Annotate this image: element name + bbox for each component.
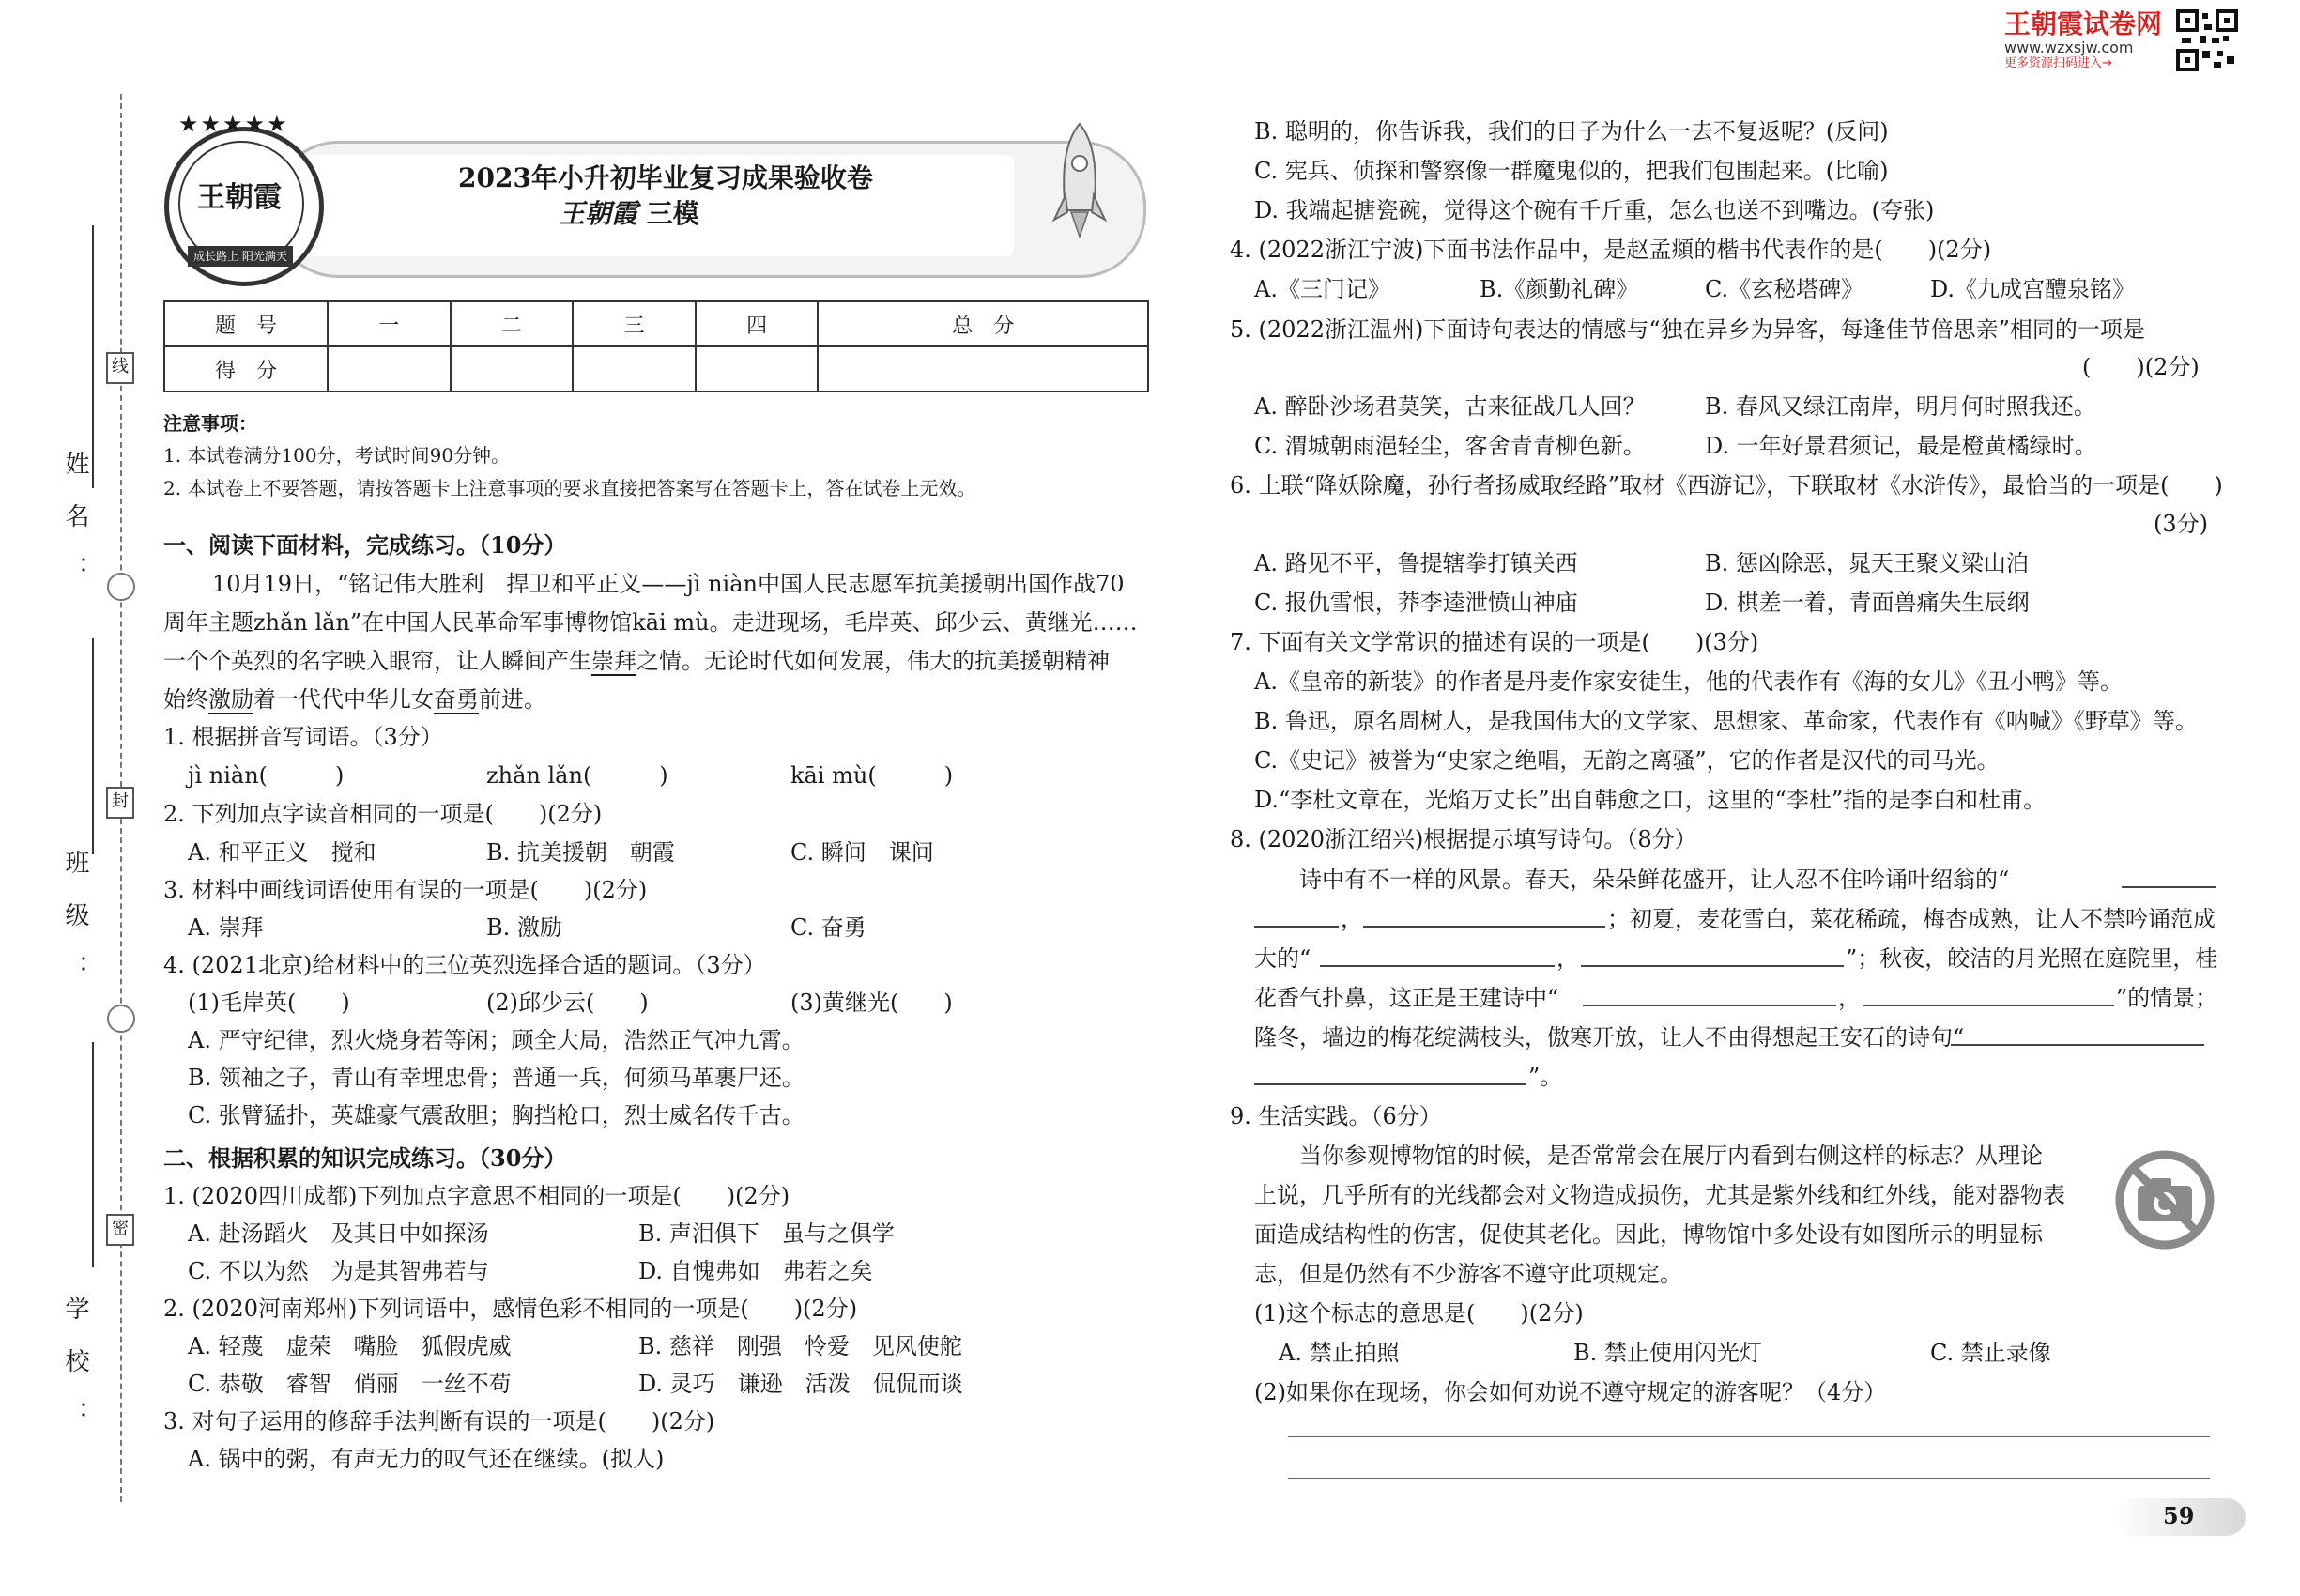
- option: D.《九成宫醴泉铭》: [1930, 276, 2136, 302]
- option: C.《史记》被誉为“史家之绝唱，无韵之离骚”，它的作者是汉代的司马光。: [1254, 747, 2000, 774]
- option: C.《玄秘塔碑》: [1705, 276, 1864, 302]
- score-cell: 得 分: [164, 346, 328, 391]
- passage-line: 10月19日，“铭记伟大胜利 捍卫和平正义——jì niàn中国人民志愿军抗美援朝出国作战70: [212, 571, 1125, 597]
- option: B. 抗美援朝 朝霞: [486, 839, 675, 866]
- option: C. 张臂猛扑，英雄豪气震敌胆；胸挡枪口，烈士威名传千古。: [188, 1102, 805, 1128]
- question-2-9: 9. 生活实践。（6分）: [1230, 1103, 1442, 1129]
- option: B. 慈祥 刚强 怜爱 见风使舵: [638, 1333, 962, 1359]
- score-cell: [818, 346, 1148, 391]
- option: D. 灵巧 谦逊 活泼 侃侃而谈: [638, 1371, 963, 1397]
- option: C. 不以为然 为是其智弗若与: [188, 1258, 489, 1284]
- option: C. 瞬间 课间: [790, 839, 934, 866]
- poem-fill-text: ；初夏，麦花雪白，菜花稀疏，梅杏成熟，让人不禁吟诵范成: [1607, 906, 2216, 932]
- poem-fill-text: 隆冬，墙边的梅花绽满枝头，傲寒开放，让人不由得想起王安石的诗句“: [1254, 1024, 1965, 1051]
- score-table-score-row: [164, 346, 1148, 391]
- question-2-4: 4. (2022浙江宁波)下面书法作品中，是赵孟頫的楷书代表作的是( )(2分): [1230, 237, 1992, 263]
- option: B.《颜勤礼碑》: [1480, 276, 1639, 302]
- option: B. 鲁迅，原名周树人，是我国伟大的文学家、思想家、革命家，代表作有《呐喊》《野草》等。: [1254, 708, 2198, 734]
- answer-blank[interactable]: [1583, 1005, 1836, 1006]
- question-2-3: 3. 对句子运用的修辞手法判断有误的一项是( )(2分): [163, 1408, 715, 1435]
- badge-stars-icon: ★★★★★: [178, 111, 289, 137]
- q9-passage: 志，但是仍然有不少游客不遵守此项规定。: [1254, 1261, 1682, 1287]
- question-1-3: 3. 材料中画线词语使用有误的一项是( )(2分): [163, 877, 648, 903]
- answer-blank[interactable]: [1254, 926, 1339, 928]
- answer-blank[interactable]: [1320, 965, 1555, 967]
- poem-fill-text: ”；秋夜，皎洁的月光照在庭院里，桂: [1846, 945, 2218, 972]
- binding-hole-icon: [107, 1005, 135, 1033]
- option: A. 轻蔑 虚荣 嘴脸 狐假虎威: [188, 1333, 512, 1359]
- score-table-header-row: [164, 301, 1148, 346]
- option: D. 棋差一着，青面兽痛失生辰纲: [1705, 590, 2030, 616]
- option: A. 赴汤蹈火 及其日中如探汤: [188, 1220, 489, 1247]
- answer-blank[interactable]: [1363, 926, 1605, 928]
- exam-title: 2023年小升初毕业复习成果验收卷: [458, 162, 873, 193]
- class-line: [92, 638, 94, 854]
- option: kāi mù( ): [790, 762, 954, 789]
- question-2-6: 6. 上联“降妖除魔，孙行者扬威取经路”取材《西游记》，下联取材《水浒传》，最恰当的一项是( ): [1230, 472, 2223, 499]
- notice-item: 2. 本试卷上不要答题，请按答题卡上注意事项的要求直接把答案写在答题卡上，答在试卷上无效。: [163, 477, 976, 499]
- brand-tagline: 更多资源扫码进入→: [2004, 56, 2112, 70]
- badge-ribbon: 成长路上 阳光满天: [188, 246, 293, 267]
- q9-passage: 上说，几乎所有的光线都会对文物造成损伤，尤其是紫外线和红外线，能对器物表: [1254, 1182, 2065, 1208]
- name-label: 姓名：: [61, 451, 89, 608]
- option: A. 崇拜: [188, 914, 264, 941]
- option: A.《皇帝的新装》的作者是丹麦作家安徒生，他的代表作有《海的女儿》《丑小鸭》等。: [1254, 668, 2123, 695]
- answer-line[interactable]: [1288, 1478, 2210, 1479]
- brand-name: 王朝霞试卷网: [2004, 8, 2163, 39]
- cut-mark-feng: 封: [106, 787, 134, 819]
- poem-fill-text: 大的“: [1254, 945, 1311, 972]
- score-cell: 一: [328, 301, 451, 346]
- option: C. 禁止录像: [1930, 1340, 2051, 1366]
- option: C. 恭敬 睿智 俏丽 一丝不苟: [188, 1371, 512, 1397]
- school-label: 学校：: [61, 1296, 89, 1453]
- cut-mark-mi: 密: [106, 1214, 134, 1246]
- poem-fill-text: ”。: [1528, 1064, 1563, 1090]
- qr-code-icon: [2176, 9, 2238, 71]
- notice-item: 1. 本试卷满分100分，考试时间90分钟。: [163, 444, 511, 467]
- question-1-4: 4. (2021北京)给材料中的三位英烈选择合适的题词。（3分）: [163, 952, 766, 978]
- option: B. 声泪俱下 虽与之俱学: [638, 1220, 895, 1247]
- question-2-5-score: ( )(2分): [2082, 354, 2200, 380]
- underlined-word: 激励: [208, 686, 253, 713]
- section-1-heading: 一、阅读下面材料，完成练习。（10分）: [163, 531, 567, 559]
- option: (1)毛岸英( ): [188, 990, 350, 1016]
- score-cell: [328, 346, 451, 391]
- option: A. 路见不平，鲁提辖拳打镇关西: [1254, 550, 1578, 576]
- passage-line: 一个个英烈的名字映入眼帘，让人瞬间产生崇拜之情。无论时代如何发展，伟大的抗美援朝精神: [163, 648, 1110, 674]
- option: A. 锅中的粥，有声无力的叹气还在继续。(拟人): [188, 1446, 665, 1472]
- brand-logo: [2004, 9, 2169, 71]
- option: zhǎn lǎn( ): [486, 762, 668, 789]
- question-2-5: 5. (2022浙江温州)下面诗句表达的情感与“独在异乡为异客，每逢佳节倍思亲”相同的一项是: [1230, 316, 2145, 343]
- underlined-word: 崇拜: [591, 648, 636, 674]
- option: (3)黄继光( ): [790, 990, 953, 1016]
- score-cell: 三: [573, 301, 696, 346]
- score-cell: 二: [451, 301, 574, 346]
- question-2-7: 7. 下面有关文学常识的描述有误的一项是( )(3分): [1230, 629, 1759, 655]
- poem-fill-text: ”的情景；: [2116, 985, 2218, 1011]
- option: D. 一年好景君须记，最是橙黄橘绿时。: [1705, 433, 2097, 459]
- poem-fill-text: 花香气扑鼻，这正是王建诗中“: [1254, 985, 1559, 1011]
- option: C. 奋勇: [790, 914, 866, 941]
- option: jì niàn( ): [188, 762, 345, 789]
- answer-blank[interactable]: [2122, 886, 2216, 888]
- page-number: 59: [2163, 1502, 2195, 1529]
- cut-mark-xian: 线: [106, 352, 134, 384]
- option: C. 宪兵、侦探和警察像一群魔鬼似的，把我们包围起来。(比喻): [1254, 158, 1889, 184]
- answer-blank[interactable]: [1951, 1044, 2204, 1046]
- option: B. 聪明的，你告诉我，我们的日子为什么一去不复返呢？(反问): [1254, 118, 1889, 145]
- score-cell: [451, 346, 574, 391]
- underlined-word: 奋勇: [434, 686, 479, 713]
- no-camera-sign-icon: [2115, 1150, 2215, 1250]
- name-line: [92, 225, 94, 488]
- poem-fill-text: 诗中有不一样的风景。春天，朵朵鲜花盛开，让人忍不住吟诵叶绍翁的“: [1299, 867, 2010, 893]
- option: D.“李杜文章在，光焰万丈长”出自韩愈之口，这里的“李杜”指的是李白和杜甫。: [1254, 787, 2047, 813]
- option: A.《三门记》: [1254, 276, 1390, 302]
- q9-sub-1: (1)这个标志的意思是( )(2分): [1254, 1300, 1584, 1327]
- score-cell: [573, 346, 696, 391]
- exam-subtitle: [559, 197, 699, 231]
- option: A. 和平正义 搅和: [188, 839, 376, 866]
- option: B. 惩凶除恶，晁天王聚义梁山泊: [1705, 550, 2029, 576]
- option: B. 禁止使用闪光灯: [1573, 1340, 1762, 1366]
- answer-blank[interactable]: [1863, 1005, 2114, 1006]
- option: B. 领袖之子，青山有幸埋忠骨；普通一兵，何须马革裹尸还。: [188, 1065, 805, 1091]
- option: (2)邱少云( ): [486, 990, 649, 1016]
- section-2-heading: 二、根据积累的知识完成练习。（30分）: [163, 1144, 567, 1172]
- rocket-icon: [1047, 120, 1112, 242]
- q9-passage: 面造成结构性的伤害，促使其老化。因此，博物馆中多处设有如图所示的明显标: [1254, 1221, 2043, 1248]
- option: A. 严守纪律，烈火烧身若等闲；顾全大局，浩然正气冲九霄。: [188, 1027, 805, 1053]
- option: D. 自愧弗如 弗若之矣: [638, 1258, 873, 1284]
- option: A. 禁止拍照: [1279, 1340, 1400, 1366]
- option: D. 我端起搪瓷碗，觉得这个碗有千斤重，怎么也送不到嘴边。(夸张): [1254, 197, 1935, 223]
- question-1-1: 1. 根据拼音写词语。（3分）: [163, 724, 443, 750]
- score-table: [163, 300, 1149, 392]
- passage-line: 始终激励着一代代中华儿女奋勇前进。: [163, 686, 546, 713]
- school-line: [92, 1042, 94, 1267]
- question-2-1: 1. (2020四川成都)下列加点字意思不相同的一项是( )(2分): [163, 1183, 790, 1209]
- option: B. 春风又绿江南岸，明月何时照我还。: [1705, 393, 2096, 420]
- poem-fill-comma: ，: [1838, 985, 1861, 1011]
- option: C. 报仇雪恨，莽李逵泄愤山神庙: [1254, 590, 1578, 616]
- poem-fill-comma: ，: [1556, 945, 1579, 972]
- subtitle-brand: 王朝霞: [559, 198, 638, 229]
- question-2-6-score: (3分): [2154, 511, 2208, 537]
- answer-blank[interactable]: [1581, 965, 1844, 967]
- brand-url: www.wzxsjw.com: [2004, 38, 2134, 56]
- option: A. 醉卧沙场君莫笑，古来征战几人回？: [1254, 393, 1646, 420]
- badge-name: 王朝霞: [197, 181, 282, 214]
- option: C. 渭城朝雨浥轻尘，客舍青青柳色新。: [1254, 433, 1646, 459]
- question-2-2: 2. (2020河南郑州)下列词语中，感情色彩不相同的一项是( )(2分): [163, 1296, 858, 1322]
- subtitle-text: 三模: [646, 198, 699, 229]
- binding-hole-icon: [107, 573, 135, 601]
- notice-title: 注意事项：: [163, 412, 257, 435]
- score-cell: 四: [696, 301, 819, 346]
- q9-passage: 当你参观博物馆的时候，是否常常会在展厅内看到右侧这样的标志？从理论: [1299, 1143, 2043, 1169]
- score-cell: 总 分: [818, 301, 1148, 346]
- question-2-8: 8. (2020浙江绍兴)根据提示填写诗句。（8分）: [1230, 826, 1697, 852]
- answer-blank[interactable]: [1254, 1083, 1526, 1085]
- answer-line[interactable]: [1288, 1436, 2210, 1437]
- q9-sub-2: (2)如果你在现场，你会如何劝说不遵守规定的游客呢？（4分）: [1254, 1379, 1887, 1405]
- question-1-2: 2. 下列加点字读音相同的一项是( )(2分): [163, 801, 603, 827]
- score-cell: 题 号: [164, 301, 328, 346]
- passage-line: 周年主题zhǎn lǎn”在中国人民革命军事博物馆kāi mù。走进现场，毛岸英、邱少云、黄继光……: [163, 609, 1138, 636]
- score-cell: [696, 346, 819, 391]
- option: B. 激励: [486, 914, 562, 941]
- poem-fill-comma: ，: [1341, 906, 1363, 932]
- class-label: 班级：: [61, 850, 89, 1007]
